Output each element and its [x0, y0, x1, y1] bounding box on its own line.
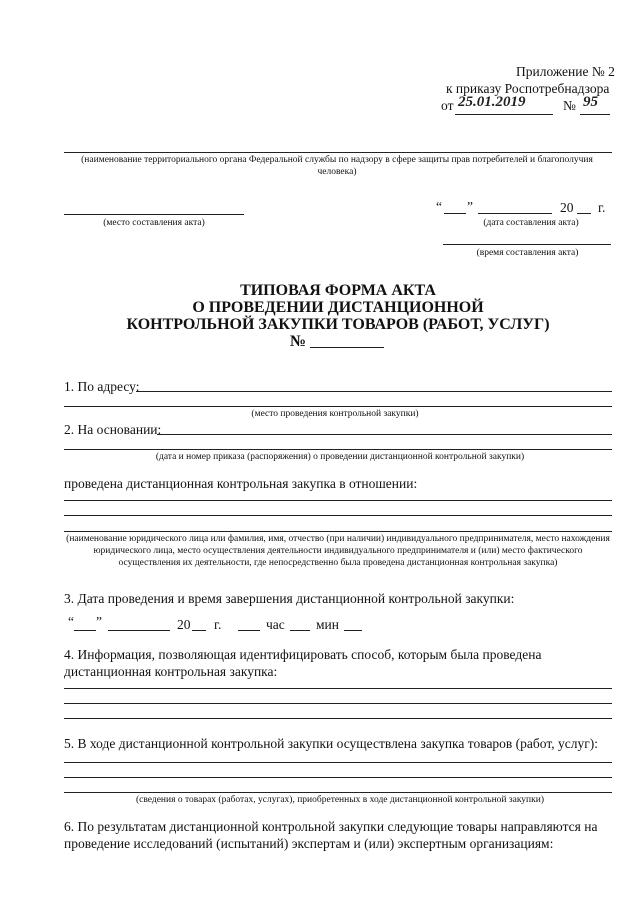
organ-line[interactable] — [64, 152, 612, 153]
p3-hour-line[interactable] — [238, 630, 260, 631]
p3-minute-end-line[interactable] — [344, 630, 362, 631]
p3-hour-label: час — [266, 617, 285, 632]
order-caption: (дата и номер приказа (распоряжения) о проведении дистанционной контрольной закупки) — [155, 452, 525, 462]
p3-year-suffix: г. — [214, 617, 222, 632]
goods-line-1[interactable] — [64, 762, 612, 763]
method-line-3[interactable] — [64, 718, 612, 719]
basis-line-1[interactable] — [157, 434, 612, 435]
item-1-label: 1. По адресу: — [64, 379, 140, 394]
appendix-number: Приложение № 2 — [516, 64, 615, 79]
p3-day-line[interactable] — [74, 630, 96, 631]
title-line-2: О ПРОВЕДЕНИИ ДИСТАНЦИОННОЙ — [192, 299, 484, 316]
item-4-label: 4. Информация, позволяющая идентифицировать способ, которым была проведена дистанционная контрольная закупка: — [64, 647, 542, 679]
appendix-number-label: № — [563, 98, 576, 113]
goods-line-2[interactable] — [64, 777, 612, 778]
date-open-quote: “ — [436, 199, 442, 214]
item-3-label: 3. Дата проведения и время завершения дистанционной контрольной закупки: — [64, 591, 515, 606]
date-close-quote: ” — [467, 199, 473, 214]
place-line[interactable] — [64, 214, 244, 215]
date-year-line[interactable] — [577, 213, 591, 214]
appendix-date-handwritten: 25.01.2019 — [458, 94, 526, 110]
title-number-label: № — [290, 333, 307, 350]
address-line-1[interactable] — [136, 391, 612, 392]
entity-line-3[interactable] — [64, 531, 612, 532]
title-line-3: КОНТРОЛЬНОЙ ЗАКУПКИ ТОВАРОВ (РАБОТ, УСЛУГ) — [126, 316, 550, 333]
p3-year-line[interactable] — [192, 630, 206, 631]
p3-open-quote: “ — [68, 614, 74, 629]
date-caption: (дата составления акта) — [483, 218, 579, 228]
time-line[interactable] — [443, 244, 611, 245]
entity-line-1[interactable] — [64, 500, 612, 501]
p3-minute-label: мин — [316, 617, 339, 632]
date-month-line[interactable] — [478, 213, 552, 214]
organ-caption: (наименование территориального органа Федеральной службы по надзору в сфере защиты прав потребителей и благополучия человека) — [81, 155, 593, 177]
conducted-label: проведена дистанционная контрольная закупка в отношении: — [64, 476, 418, 491]
date-year-prefix: 20 — [560, 200, 574, 215]
item-5-label: 5. В ходе дистанционной контрольной закупки осуществлена закупка товаров (работ, услуг): — [64, 736, 599, 751]
p3-month-line[interactable] — [108, 630, 170, 631]
address-line-2[interactable] — [64, 406, 612, 407]
date-year-suffix: г. — [598, 200, 606, 215]
appendix-number-line — [580, 114, 610, 115]
item-6-label: 6. По результатам дистанционной контрольной закупки следующие товары направляются на проведение исследований (испытаний) экспертам и (или) экспертным организациям: — [64, 819, 598, 851]
basis-line-2[interactable] — [64, 449, 612, 450]
p3-year-prefix: 20 — [177, 617, 191, 632]
appendix-order: к приказу Роспотребнадзора — [446, 81, 610, 96]
place-caption: (место составления акта) — [103, 218, 205, 228]
entity-caption: (наименование юридического лица или фамилия, имя, отчество (при наличии) индивидуального предпринимателя, место нахождения юридического лица, место осуществления деятельности индивидуального предпринимателя и (или) место фактического осуществления их деятельности, где непосредственно была проведена дистанционная контрольная закупка) — [66, 534, 610, 568]
method-line-1[interactable] — [64, 688, 612, 689]
goods-line-3[interactable] — [64, 792, 612, 793]
item-2-label: 2. На основании: — [64, 422, 162, 437]
method-line-2[interactable] — [64, 703, 612, 704]
purchase-place-caption: (место проведения контрольной закупки) — [251, 409, 419, 419]
appendix-from-label: от — [441, 98, 454, 113]
act-number-line[interactable] — [310, 347, 384, 348]
appendix-number-handwritten: 95 — [583, 94, 598, 110]
p3-close-quote: ” — [96, 614, 102, 629]
entity-line-2[interactable] — [64, 515, 612, 516]
time-caption: (время составления акта) — [476, 248, 579, 258]
date-day-line[interactable] — [444, 213, 466, 214]
title-line-1: ТИПОВАЯ ФОРМА АКТА — [240, 282, 436, 299]
appendix-date-line — [455, 114, 553, 115]
p3-minute-line[interactable] — [290, 630, 310, 631]
goods-caption: (сведения о товарах (работах, услугах), приобретенных в ходе дистанционной контрольной закупки) — [135, 795, 545, 805]
